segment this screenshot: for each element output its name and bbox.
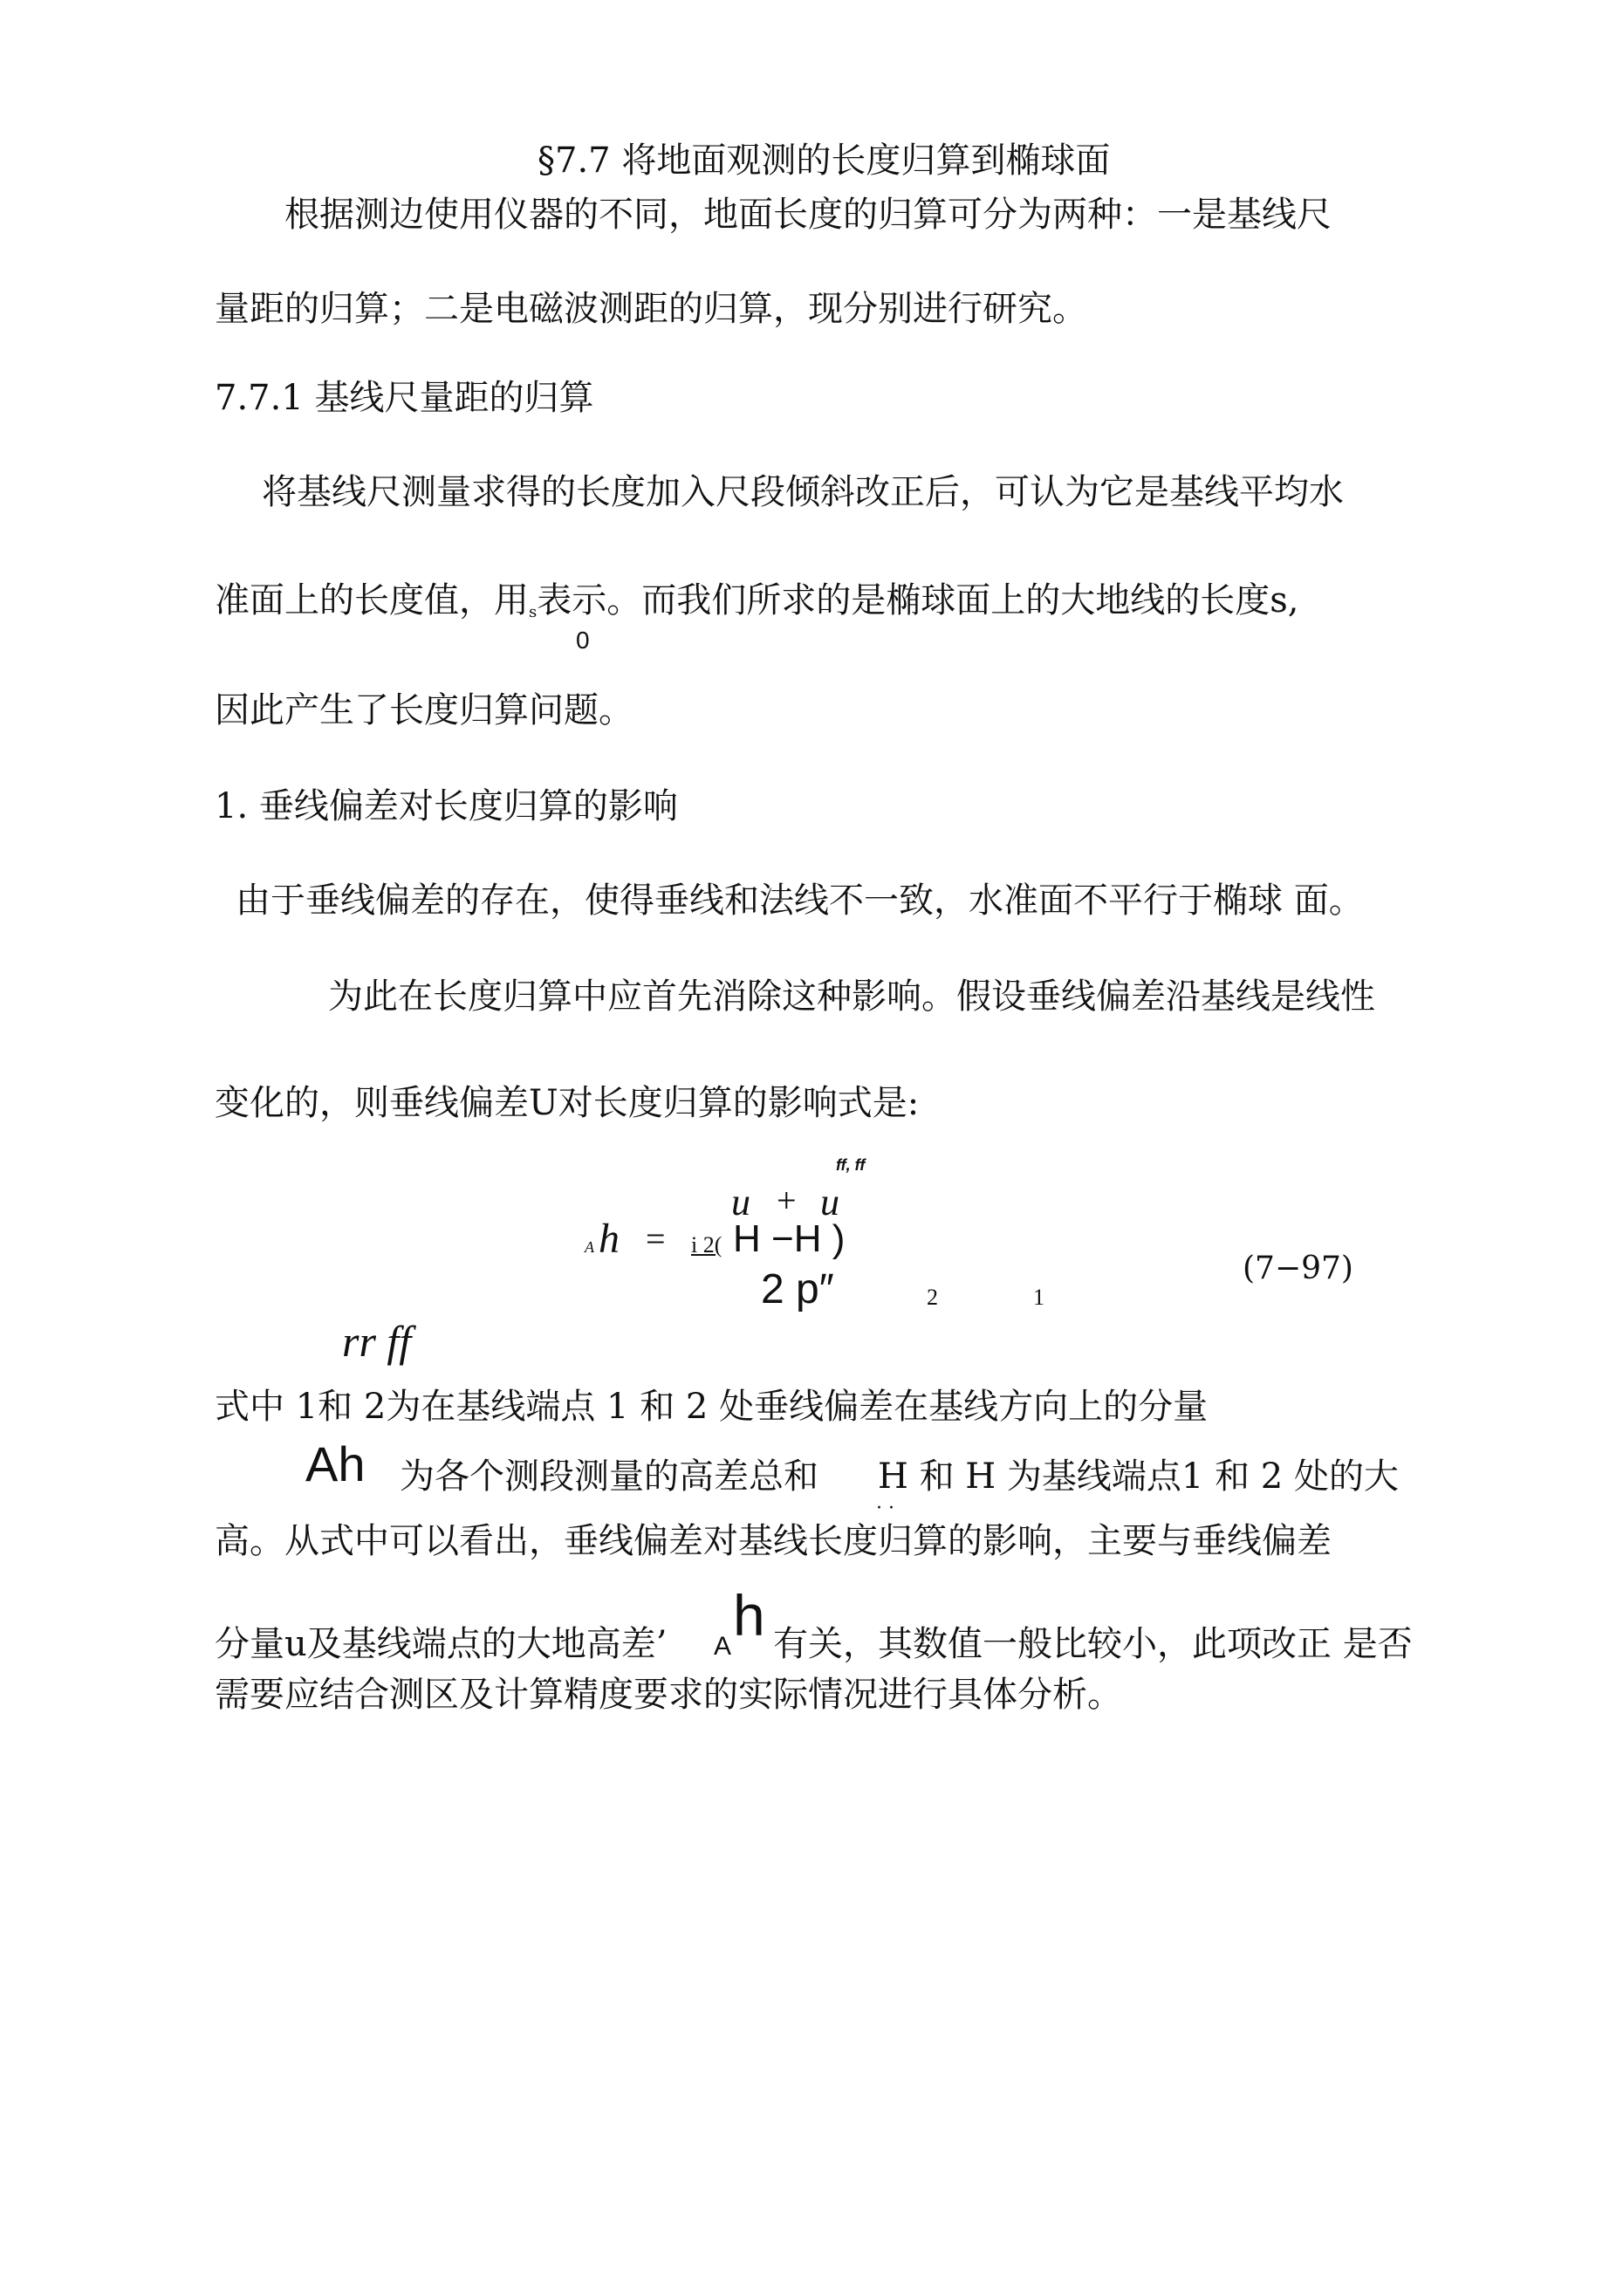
para3-line-2: 为此在长度归算中应首先消除这种影响。假设垂线偏差沿基线是线性 bbox=[328, 977, 1375, 1017]
explain-line-2a: 为各个测段测量的高差总和 bbox=[400, 1456, 818, 1497]
formula-number: (7−97) bbox=[1243, 1251, 1353, 1286]
para2-line-2-pre: 准面上的长度值，用 bbox=[215, 580, 529, 620]
explain-line-1: 式中 1和 2为在基线端点 1 和 2 处垂线偏差在基线方向上的分量 bbox=[215, 1387, 1209, 1427]
para2-line-2-post: 表示。而我们所求的是椭球面上的大地线的长度s, bbox=[537, 580, 1299, 620]
formula-i2: i 2( bbox=[691, 1232, 722, 1258]
formula-h: h bbox=[599, 1216, 620, 1262]
para2-line-3: 因此产生了长度归算问题。 bbox=[215, 690, 633, 730]
para3-line-1: 由于垂线偏差的存在，使得垂线和法线不一致，水准面不平行于椭球 面。 bbox=[236, 881, 1364, 921]
s-symbol: s bbox=[529, 603, 538, 621]
formula-plus: + bbox=[777, 1181, 797, 1220]
para2-line-1: 将基线尺测量求得的长度加入尺段倾斜改正后，可认为它是基线平均水 bbox=[262, 472, 1344, 512]
subheading-1: 1. 垂线偏差对长度归算的影响 bbox=[215, 786, 678, 826]
subscript-zero: 0 bbox=[576, 627, 590, 654]
intro-line-1: 根据测边使用仪器的不同，地面长度的归算可分为两种：一是基线尺 bbox=[284, 195, 1332, 235]
inline-delta-h: h bbox=[733, 1583, 765, 1648]
explain-line-4b: 有关，其数值一般比较小，此项改正 是否 bbox=[773, 1624, 1413, 1664]
formula-sub-2: 2 bbox=[927, 1285, 938, 1310]
formula-superscript: ff, ff bbox=[836, 1156, 866, 1174]
page-title: §7.7 将地面观测的长度归算到椭球面 bbox=[538, 141, 1111, 181]
para3-line-3: 变化的，则垂线偏差U对长度归算的影响式是: bbox=[215, 1083, 920, 1123]
formula-sub-1: 1 bbox=[1033, 1285, 1044, 1310]
big-delta-h: Ah bbox=[305, 1436, 366, 1491]
para2-line-2 bbox=[215, 580, 1299, 621]
explain-line-2b: H 和 H 为基线端点1 和 2 处的大 bbox=[878, 1456, 1399, 1497]
explain-line-3: 高。从式中可以看出，垂线偏差对基线长度归算的影响，主要与垂线偏差 bbox=[215, 1521, 1332, 1561]
formula-denominator: 2 p″ bbox=[761, 1266, 834, 1312]
h-subscript-dots: · · bbox=[876, 1498, 894, 1519]
explain-line-5: 需要应结合测区及计算精度要求的实际情况进行具体分析。 bbox=[215, 1675, 1122, 1715]
section-heading: 7.7.1 基线尺量距的归算 bbox=[215, 378, 594, 418]
inline-delta-a: A bbox=[714, 1632, 732, 1661]
formula-rr: rr ff bbox=[342, 1317, 412, 1366]
formula-delta-a: A bbox=[585, 1238, 594, 1256]
formula-u2: u bbox=[820, 1181, 839, 1223]
formula-equals: = bbox=[646, 1219, 666, 1258]
formula-h-diff: H −H ) bbox=[733, 1217, 846, 1260]
intro-line-2: 量距的归算；二是电磁波测距的归算，现分别进行研究。 bbox=[215, 289, 1087, 329]
formula-u1: u bbox=[731, 1181, 750, 1223]
explain-line-4a: 分量u及基线端点的大地高差’ bbox=[215, 1624, 668, 1664]
